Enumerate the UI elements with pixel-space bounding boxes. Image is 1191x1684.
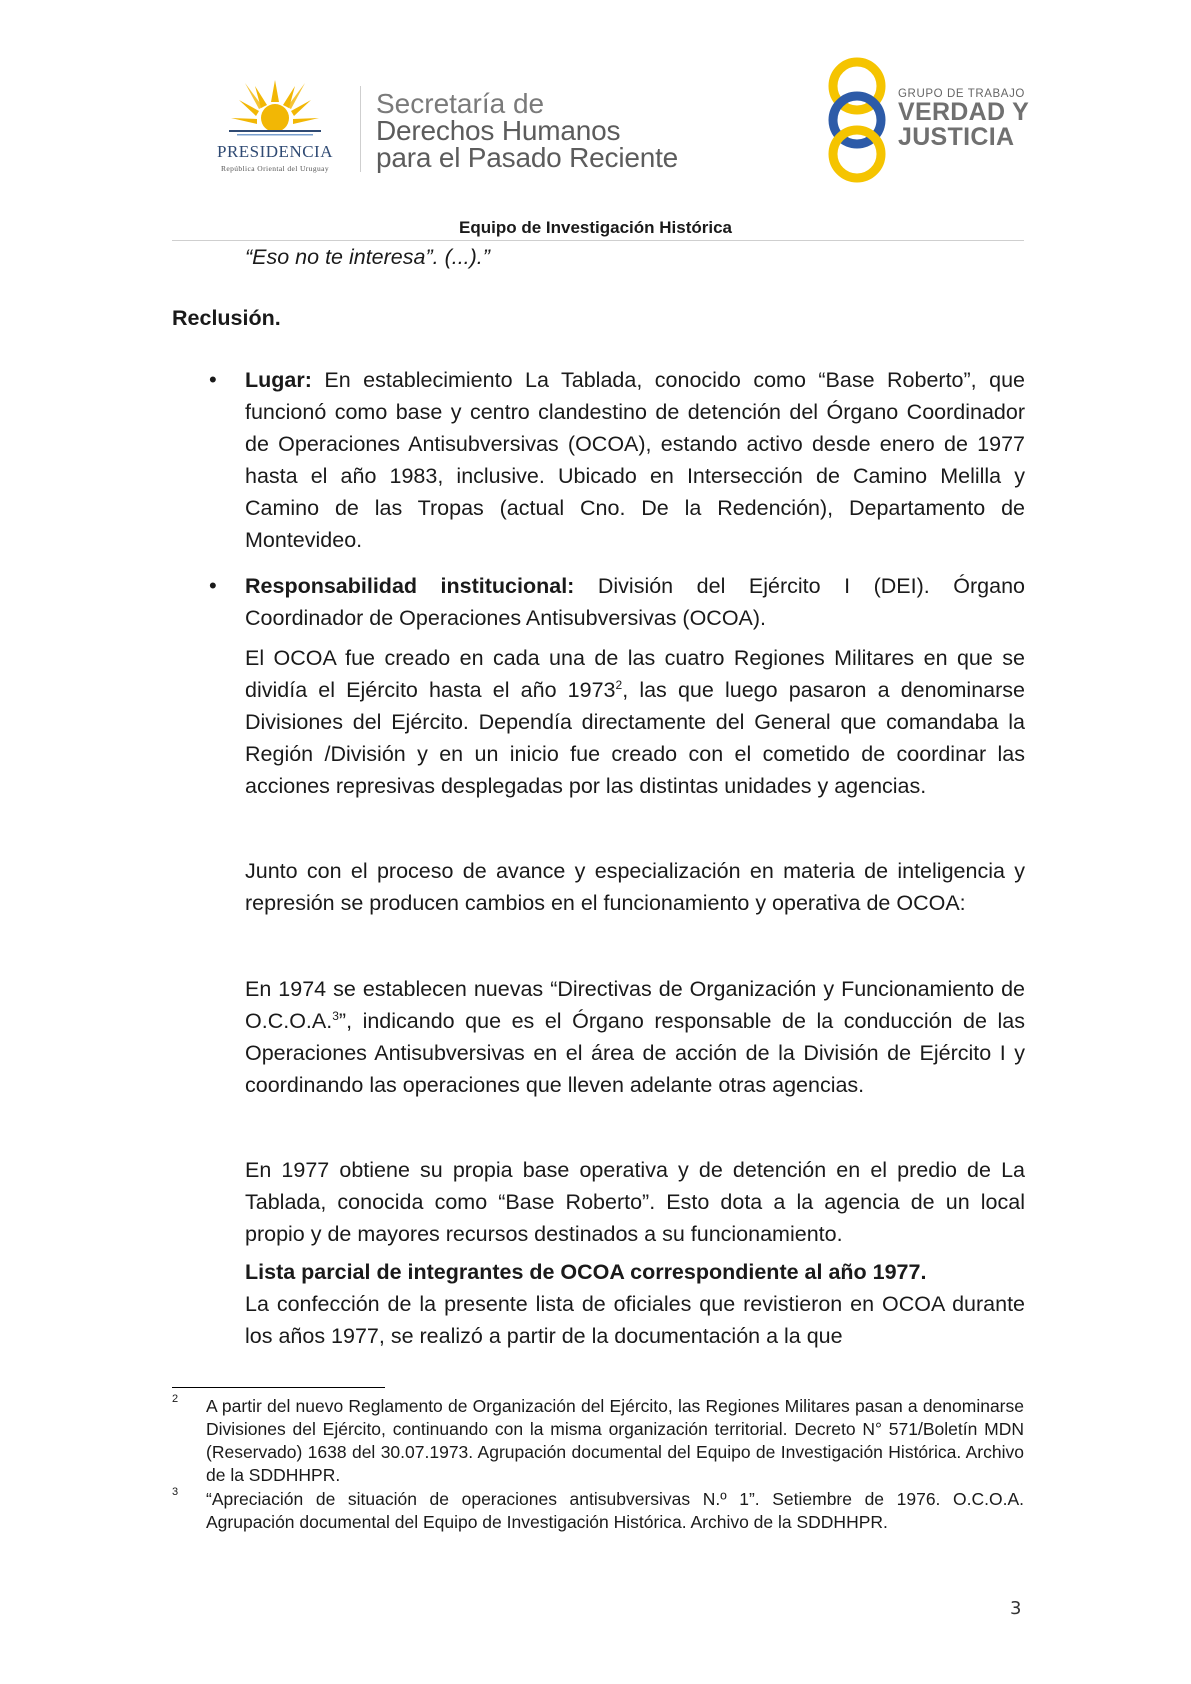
secretaria-line-2: Derechos Humanos [376,115,621,146]
responsabilidad-text: División del Ejército I (DEI). Órgano Coordinador de Operaciones Antisubversivas (OCOA). [245,574,1025,630]
linked-rings-icon [822,56,892,184]
paragraph-base-roberto: En 1977 obtiene su propia base operativa y de detención en el predio de La Tablada, conocida como “Base Roberto”. Esto dota a la agencia de un local propio y de mayores recursos destinados a su funcionamiento. [245,1158,1025,1246]
secretaria-line-3: para el Pasado Reciente [376,142,679,173]
responsabilidad-label: Responsabilidad institucional: [245,574,575,598]
grupo-line-3: JUSTICIA [898,123,1015,151]
page-header [0,0,1191,240]
footnote-number: 3 [172,1486,179,1498]
lugar-paragraph [245,364,1025,556]
responsabilidad-paragraph [245,570,1025,634]
header-divider [360,86,361,172]
secretaria-line-1: Secretaría de [376,88,545,119]
paragraph-directivas: En 1974 se establecen nuevas “Directivas de Organización y Funcionamiento de O.C.O.A.$^3$”, indicando que es el Órgano responsable de la conducción de las Operaciones Antisubversivas en el área de acción de la División de Ejército I y coordinando las operaciones que lleven adelante otras agencias. [245,977,1025,1097]
section-title: Reclusión. [172,306,281,330]
bullet-icon: • [209,573,217,598]
footnote-3: “Apreciación de situación de operaciones antisubversivas N.º 1”. Setiembre de 1976. O.C.O.A. Agrupación documental del Equipo de Investigación Histórica. Archivo de la SDDHHPR. [206,1489,1024,1532]
quote-line: “Eso no te interesa”. (...).” [245,245,490,269]
grupo-verdad-justicia-logo [822,56,1032,184]
equipo-title: Equipo de Investigación Histórica [459,218,732,237]
footnote-2: A partir del nuevo Reglamento de Organización del Ejército, las Regiones Militares pasan a denominarse Divisiones del Ejército, continuando con la misma organización territorial. Decreto N° 571/Boletín MDN (Reservado) 1638 del 30.07.1973. Agrupación documental del Equipo de Investigación Histórica. Archivo de la SDDHHPR. [206,1396,1024,1485]
grupo-line-1: GRUPO DE TRABAJO [898,88,1025,100]
lista-text: La confección de la presente lista de oficiales que revistieron en OCOA durante los años 1977, se realizó a partir de la documentación a la que [245,1292,1025,1348]
bullet-icon: • [209,367,217,392]
footnote-ref-3[interactable]: 3 [332,1008,339,1023]
footnote-ref-2[interactable]: 2 [615,677,623,692]
presidencia-name: PRESIDENCIA [216,142,333,161]
page-number: 3 [1010,1598,1022,1619]
paragraph-lista [245,1256,1025,1352]
footnote-separator [172,1387,385,1388]
lista-title: Lista parcial de integrantes de OCOA correspondiente al año 1977. [245,1260,927,1284]
sun-emblem-icon [229,78,321,140]
presidencia-subtitle: República Oriental del Uruguay [220,164,329,173]
lugar-label: Lugar: [245,368,312,392]
grupo-line-2: VERDAD Y [898,98,1030,126]
secretaria-logo-text [376,90,678,171]
paragraph-ocoa-creation: El OCOA fue creado en cada una de las cuatro Regiones Militares en que se dividía el Ejército hasta el año 1973$^2$, las que luego pasaron a denominarse Divisiones del Ejército. Dependía directamente del General que comandaba la Región /División y en un inicio fue creado con el cometido de coordinar las acciones represivas desplegadas por las distintas unidades y agencias. [245,646,1025,798]
footnote-number: 2 [172,1393,179,1405]
lugar-text: En establecimiento La Tablada, conocido como “Base Roberto”, que funcionó como base y centro clandestino de detención del Órgano Coordinador de Operaciones Antisubversivas (OCOA), estando activo desde enero de 1977 hasta el año 1983, inclusive. Ubicado en Intersección de Camino Melilla y Camino de las Tropas (actual Cno. De la Redención), Departamento de Montevideo. [245,368,1025,552]
paragraph-avance: Junto con el proceso de avance y especialización en materia de inteligencia y represión se producen cambios en el funcionamiento y operativa de OCOA: [245,859,1025,915]
presidencia-logo [195,78,355,178]
